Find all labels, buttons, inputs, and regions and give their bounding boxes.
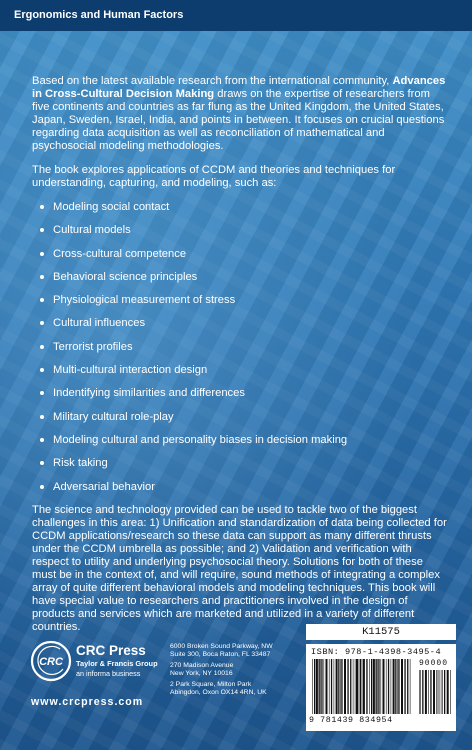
publisher-group: Taylor & Francis Group [76, 659, 158, 668]
bullet-icon [40, 415, 44, 419]
list-item [40, 271, 447, 294]
list-item [40, 387, 447, 410]
topic-label: Cultural influences [53, 317, 146, 330]
topic-label: Cultural models [53, 224, 131, 237]
list-item [40, 434, 447, 457]
list-item [40, 224, 447, 247]
barcode-bar [353, 659, 354, 714]
closing-paragraph: The science and technology provided can be used to tackle two of the biggest challenges in this area: 1) Unification and standardization of data being collected for CCDM applications/research so these data can support as many different thrusts under the CCDM umbrella as possible; and 2) Validation and verification with respect to utility and underlying psychosocial theory. Solutions for both of these must be in the context of, and will require, sound methods of integrating a complex array of quite different behavioral models and modeling techniques. This book will have special value to researchers and practitioners involved in the design of products and services which are marketed and utilized in a variety of different countries. [32, 503, 447, 633]
barcode-bar [401, 659, 403, 714]
address-line: Suite 300, Boca Raton, FL 33487 [170, 651, 271, 659]
bullet-icon [40, 438, 44, 442]
barcode-bar [438, 670, 439, 714]
ean-digits: 9 781439 834954 [309, 716, 393, 725]
bullet-icon [40, 485, 44, 489]
intro-lead: Based on the latest available research from the international community, [32, 75, 393, 87]
barcode-bar [320, 659, 321, 714]
topic-label: Physiological measurement of stress [53, 294, 236, 307]
topic-label: Multi-cultural interaction design [53, 364, 208, 377]
barcode-bar [442, 670, 443, 714]
address-block [170, 643, 290, 660]
barcode-bar [312, 659, 313, 714]
publisher-informa: an informa business [76, 669, 141, 678]
barcode-bar [373, 659, 375, 714]
bullet-icon [40, 298, 44, 302]
barcode-bar [347, 659, 348, 714]
barcode-box [306, 626, 456, 731]
topic-label: Risk taking [53, 457, 108, 470]
barcode-bar [316, 659, 318, 714]
barcode-bar [422, 670, 423, 714]
barcode-bar [439, 670, 440, 714]
intro-paragraph [32, 75, 447, 153]
barcode-bar [371, 659, 372, 714]
barcode-bar [407, 659, 408, 714]
barcode-bar [376, 659, 377, 714]
barcode-bar [391, 659, 392, 714]
topic-label: Behavioral science principles [53, 270, 198, 283]
series-title: Ergonomics and Human Factors [14, 9, 184, 21]
barcode-bar [344, 659, 346, 714]
barcode-bar [395, 659, 396, 714]
barcode-bar [314, 659, 315, 714]
bullet-icon [40, 391, 44, 395]
bullet-icon [40, 275, 44, 279]
intro-rest: draws on the expertise of researchers from five continents and countries as far flung as the United Kingdom, the United States, Japan, Sweden, Israel, India, and points in between. It focuses on crucial questions regarding data acquisition as well as reconciliation of mathematical and psychosocial modeling methodologies. [32, 88, 445, 152]
barcode-bar [350, 659, 351, 714]
bullet-icon [40, 461, 44, 465]
barcode-bar [397, 659, 398, 714]
barcode-bar [428, 670, 429, 714]
publisher-url: www.crcpress.com [31, 696, 144, 708]
barcode-bar [419, 670, 420, 714]
list-item [40, 457, 447, 480]
list-item [40, 341, 447, 364]
barcode-main [312, 659, 412, 714]
address-line: 6000 Broken Sound Parkway, NW [170, 643, 273, 650]
crc-logo-text: CRC [39, 656, 63, 668]
barcode-bar [388, 659, 389, 714]
barcode-bar [383, 659, 385, 714]
barcode-bar [362, 659, 363, 714]
barcode-bar [355, 659, 356, 714]
barcode-bar [441, 670, 442, 714]
barcode-bar [369, 659, 370, 714]
topic-label: Modeling cultural and personality biases in decision making [53, 433, 348, 446]
barcode-bar [430, 670, 431, 714]
catalog-code: K11575 [306, 624, 456, 640]
barcode-bar [398, 659, 399, 714]
barcode-bar [393, 659, 395, 714]
topic-label: Indentifying similarities and differences [53, 387, 245, 400]
bullet-icon [40, 345, 44, 349]
barcode-bar [425, 670, 427, 714]
bullet-icon [40, 368, 44, 372]
barcode-bar [377, 659, 378, 714]
barcode-bar [444, 670, 445, 714]
barcode-bar [410, 659, 411, 714]
book-title: Advances in Cross-Cultural Decision Making [32, 75, 446, 100]
series-band [0, 0, 472, 31]
list-item [40, 294, 447, 317]
list-item [40, 411, 447, 434]
topic-label: Terrorist profiles [53, 340, 133, 353]
barcode-bar [433, 670, 435, 714]
crc-logo-icon [30, 640, 72, 682]
barcode-bar [329, 659, 330, 714]
address-line: New York, NY 10016 [170, 670, 233, 678]
barcode-bar [386, 659, 387, 714]
barcode-bar [340, 659, 341, 714]
barcode-bar [360, 659, 361, 714]
address-block [170, 662, 290, 679]
list-item [40, 248, 447, 271]
barcode-bar [379, 659, 380, 714]
barcode-bar [404, 659, 405, 714]
barcode-addon [419, 670, 452, 714]
barcode-bar [322, 659, 323, 714]
list-item [40, 317, 447, 340]
barcode-bar [450, 670, 451, 714]
back-cover-text [32, 75, 447, 645]
list-item [40, 201, 447, 224]
barcode-bar [356, 659, 358, 714]
barcode-bar [319, 659, 320, 714]
topic-list [32, 201, 447, 504]
barcode-bar [338, 659, 339, 714]
barcode-bar [366, 659, 367, 714]
topic-label: Modeling social contact [53, 201, 170, 213]
address-line: 2 Park Square, Milton Park [170, 680, 252, 688]
topic-label: Adversarial behavior [53, 480, 155, 493]
publisher-addresses [170, 643, 290, 699]
barcode-bar [359, 659, 360, 714]
barcode-bar [420, 670, 421, 714]
barcode-bar [436, 670, 437, 714]
price-code: 90000 [419, 659, 449, 668]
bullet-icon [40, 321, 44, 325]
barcode-bar [334, 659, 335, 714]
bullet-icon [40, 205, 44, 209]
bullet-icon [40, 252, 44, 256]
address-line: Abingdon, Oxon OX14 4RN, UK [170, 689, 267, 697]
barcode-bar [341, 659, 342, 714]
barcode-bar [381, 659, 382, 714]
topic-label: Cross-cultural competence [53, 247, 187, 260]
barcode-bar [324, 659, 325, 714]
barcode-bar [447, 670, 449, 714]
address-block [170, 681, 290, 698]
topic-label: Military cultural role-play [53, 410, 174, 423]
bullet-icon [40, 228, 44, 232]
barcode-bar [326, 659, 328, 714]
publisher-name: CRC Press [76, 643, 146, 658]
address-line: 270 Madison Avenue [170, 661, 234, 669]
isbn-label: ISBN: 978-1-4398-3495-4 [311, 647, 442, 657]
barcode-bar [363, 659, 365, 714]
list-item [40, 481, 447, 504]
barcode-bar [336, 659, 338, 714]
list-item [40, 364, 447, 387]
applications-intro: The book explores applications of CCDM and theories and techniques for understanding, capturing, and modeling, such as: [32, 164, 396, 189]
barcode-bar [331, 659, 332, 714]
